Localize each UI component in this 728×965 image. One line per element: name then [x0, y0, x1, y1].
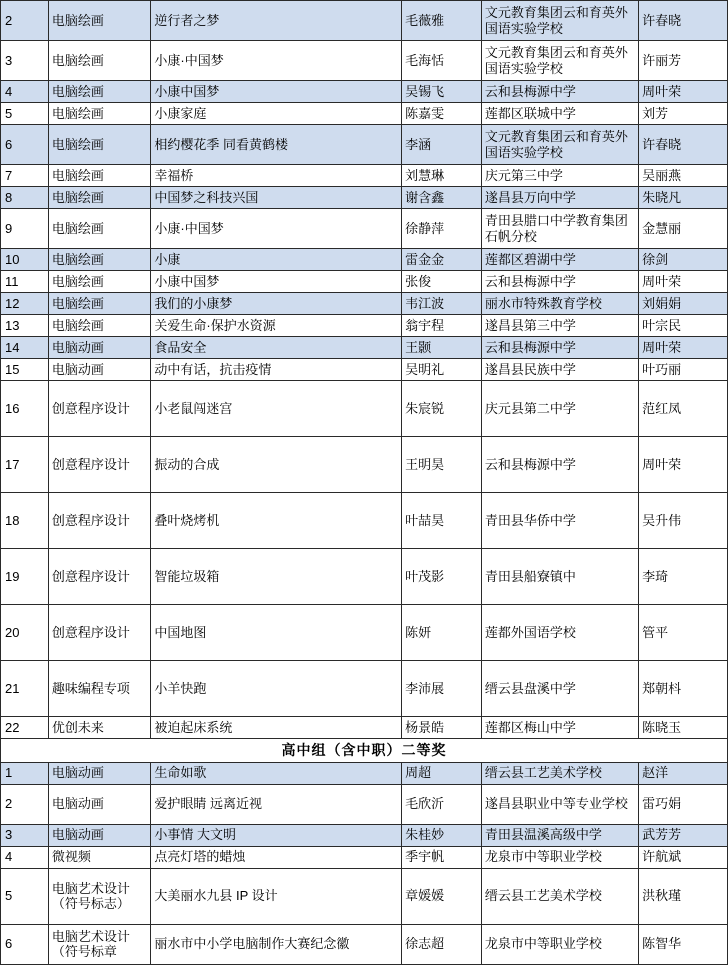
row-school: 遂昌县职业中等专业学校 — [481, 784, 638, 824]
table-row — [1, 337, 728, 359]
row-work-title: 小老鼠闯迷宫 — [151, 381, 402, 437]
row-teacher: 许春晓 — [639, 1, 728, 41]
row-work-title: 丽水市中小学电脑制作大赛纪念徽 — [151, 924, 402, 964]
row-teacher: 徐剑 — [639, 249, 728, 271]
row-work-title: 小康 — [151, 249, 402, 271]
row-teacher: 管平 — [639, 605, 728, 661]
row-teacher: 吴丽燕 — [639, 165, 728, 187]
row-teacher: 朱晓凡 — [639, 187, 728, 209]
table-row — [1, 717, 728, 739]
table-row — [1, 249, 728, 271]
row-author: 王明昊 — [402, 437, 482, 493]
row-category: 电脑绘画 — [48, 81, 151, 103]
row-school: 遂昌县民族中学 — [481, 359, 638, 381]
row-number: 3 — [1, 824, 49, 846]
row-author: 章媛媛 — [402, 868, 482, 924]
row-work-title: 点亮灯塔的蜡烛 — [151, 846, 402, 868]
row-number: 17 — [1, 437, 49, 493]
table-row — [1, 103, 728, 125]
table-row — [1, 187, 728, 209]
row-work-title: 小康中国梦 — [151, 271, 402, 293]
row-teacher: 许航斌 — [639, 846, 728, 868]
row-work-title: 逆行者之梦 — [151, 1, 402, 41]
row-number: 5 — [1, 868, 49, 924]
row-category: 创意程序设计 — [48, 549, 151, 605]
row-category: 电脑艺术设计（符号标章 — [48, 924, 151, 964]
row-category: 创意程序设计 — [48, 381, 151, 437]
row-school: 莲都区碧湖中学 — [481, 249, 638, 271]
row-teacher: 雷巧娟 — [639, 784, 728, 824]
table-row — [1, 293, 728, 315]
row-category: 电脑绘画 — [48, 41, 151, 81]
row-category: 电脑绘画 — [48, 165, 151, 187]
table-row — [1, 209, 728, 249]
row-teacher: 周叶荣 — [639, 271, 728, 293]
table-row — [1, 661, 728, 717]
row-school: 青田县温溪高级中学 — [481, 824, 638, 846]
row-number: 1 — [1, 762, 49, 784]
row-work-title: 智能垃圾箱 — [151, 549, 402, 605]
row-school: 文元教育集团云和育英外国语实验学校 — [481, 1, 638, 41]
table-row — [1, 315, 728, 337]
row-school: 丽水市特殊教育学校 — [481, 293, 638, 315]
row-school: 青田县船寮镇中 — [481, 549, 638, 605]
row-work-title: 幸福桥 — [151, 165, 402, 187]
row-teacher: 金慧丽 — [639, 209, 728, 249]
row-author: 毛薇雅 — [402, 1, 482, 41]
row-number: 12 — [1, 293, 49, 315]
row-work-title: 振动的合成 — [151, 437, 402, 493]
row-category: 电脑艺术设计（符号标志） — [48, 868, 151, 924]
row-author: 张俊 — [402, 271, 482, 293]
row-school: 文元教育集团云和育英外国语实验学校 — [481, 125, 638, 165]
row-number: 2 — [1, 784, 49, 824]
row-school: 缙云县工艺美术学校 — [481, 762, 638, 784]
row-category: 电脑动画 — [48, 359, 151, 381]
row-work-title: 生命如歌 — [151, 762, 402, 784]
row-category: 电脑绘画 — [48, 209, 151, 249]
row-school: 莲都区梅山中学 — [481, 717, 638, 739]
row-category: 电脑绘画 — [48, 1, 151, 41]
row-school: 缙云县工艺美术学校 — [481, 868, 638, 924]
row-school: 龙泉市中等职业学校 — [481, 846, 638, 868]
table-row — [1, 437, 728, 493]
row-teacher: 许春晓 — [639, 125, 728, 165]
row-number: 9 — [1, 209, 49, 249]
row-teacher: 刘娟娟 — [639, 293, 728, 315]
row-work-title: 相约樱花季 同看黄鹤楼 — [151, 125, 402, 165]
row-category: 微视频 — [48, 846, 151, 868]
table-row — [1, 125, 728, 165]
row-number: 16 — [1, 381, 49, 437]
row-work-title: 小康家庭 — [151, 103, 402, 125]
row-number: 2 — [1, 1, 49, 41]
row-category: 电脑绘画 — [48, 315, 151, 337]
row-author: 杨景皓 — [402, 717, 482, 739]
row-school: 庆元第三中学 — [481, 165, 638, 187]
row-work-title: 中国梦之科技兴国 — [151, 187, 402, 209]
row-teacher: 周叶荣 — [639, 337, 728, 359]
row-author: 毛海恬 — [402, 41, 482, 81]
row-category: 创意程序设计 — [48, 605, 151, 661]
row-teacher: 武芳芳 — [639, 824, 728, 846]
row-number: 10 — [1, 249, 49, 271]
row-number: 11 — [1, 271, 49, 293]
row-author: 刘慧琳 — [402, 165, 482, 187]
row-school: 缙云县盘溪中学 — [481, 661, 638, 717]
row-number: 21 — [1, 661, 49, 717]
row-author: 徐静萍 — [402, 209, 482, 249]
row-number: 22 — [1, 717, 49, 739]
table-row — [1, 846, 728, 868]
row-author: 陈妍 — [402, 605, 482, 661]
table-row — [1, 81, 728, 103]
table-row — [1, 924, 728, 964]
row-work-title: 小羊快跑 — [151, 661, 402, 717]
row-number: 5 — [1, 103, 49, 125]
row-school: 龙泉市中等职业学校 — [481, 924, 638, 964]
row-teacher: 周叶荣 — [639, 81, 728, 103]
row-author: 翁宇程 — [402, 315, 482, 337]
row-category: 电脑绘画 — [48, 249, 151, 271]
row-author: 韦江波 — [402, 293, 482, 315]
row-teacher: 范红凤 — [639, 381, 728, 437]
row-teacher: 李琦 — [639, 549, 728, 605]
table-row — [1, 784, 728, 824]
row-work-title: 食品安全 — [151, 337, 402, 359]
award-list-body — [1, 1, 728, 965]
row-teacher: 陈晓玉 — [639, 717, 728, 739]
row-category: 趣味编程专项 — [48, 661, 151, 717]
row-number: 4 — [1, 846, 49, 868]
row-work-title: 小康中国梦 — [151, 81, 402, 103]
row-work-title: 小康·中国梦 — [151, 209, 402, 249]
row-school: 莲都外国语学校 — [481, 605, 638, 661]
row-work-title: 叠叶烧烤机 — [151, 493, 402, 549]
row-school: 云和县梅源中学 — [481, 337, 638, 359]
table-row — [1, 824, 728, 846]
row-number: 4 — [1, 81, 49, 103]
row-category: 电脑绘画 — [48, 187, 151, 209]
table-row — [1, 41, 728, 81]
row-author: 李沛展 — [402, 661, 482, 717]
row-number: 20 — [1, 605, 49, 661]
table-row — [1, 762, 728, 784]
row-school: 青田县华侨中学 — [481, 493, 638, 549]
row-teacher: 叶巧丽 — [639, 359, 728, 381]
row-category: 创意程序设计 — [48, 493, 151, 549]
row-author: 叶茂影 — [402, 549, 482, 605]
table-row — [1, 271, 728, 293]
row-author: 吴明礼 — [402, 359, 482, 381]
row-number: 13 — [1, 315, 49, 337]
row-author: 朱宸锐 — [402, 381, 482, 437]
row-work-title: 我们的小康梦 — [151, 293, 402, 315]
row-work-title: 动中有话，抗击疫情 — [151, 359, 402, 381]
table-row — [1, 549, 728, 605]
row-work-title: 爱护眼睛 远离近视 — [151, 784, 402, 824]
section-header-row — [1, 739, 728, 763]
row-school: 云和县梅源中学 — [481, 271, 638, 293]
row-teacher: 许丽芳 — [639, 41, 728, 81]
row-work-title: 大美丽水九县 IP 设计 — [151, 868, 402, 924]
row-teacher: 郑朝枓 — [639, 661, 728, 717]
row-number: 7 — [1, 165, 49, 187]
row-author: 雷金金 — [402, 249, 482, 271]
row-category: 电脑动画 — [48, 337, 151, 359]
row-category: 电脑绘画 — [48, 103, 151, 125]
row-teacher: 叶宗民 — [639, 315, 728, 337]
row-work-title: 小事情 大文明 — [151, 824, 402, 846]
row-author: 陈嘉雯 — [402, 103, 482, 125]
row-school: 云和县梅源中学 — [481, 437, 638, 493]
row-work-title: 中国地图 — [151, 605, 402, 661]
row-number: 15 — [1, 359, 49, 381]
row-teacher: 洪秋瑾 — [639, 868, 728, 924]
row-school: 青田县腊口中学教育集团石帆分校 — [481, 209, 638, 249]
row-category: 电脑动画 — [48, 784, 151, 824]
row-author: 朱桂妙 — [402, 824, 482, 846]
row-category: 电脑绘画 — [48, 125, 151, 165]
row-school: 遂昌县万向中学 — [481, 187, 638, 209]
row-school: 莲都区联城中学 — [481, 103, 638, 125]
row-number: 6 — [1, 125, 49, 165]
table-row — [1, 381, 728, 437]
row-teacher: 周叶荣 — [639, 437, 728, 493]
row-number: 3 — [1, 41, 49, 81]
table-row — [1, 868, 728, 924]
row-school: 遂昌县第三中学 — [481, 315, 638, 337]
row-author: 吴锡飞 — [402, 81, 482, 103]
row-teacher: 陈智华 — [639, 924, 728, 964]
table-row — [1, 359, 728, 381]
row-teacher: 赵洋 — [639, 762, 728, 784]
table-row — [1, 165, 728, 187]
row-school: 云和县梅源中学 — [481, 81, 638, 103]
row-work-title: 小康·中国梦 — [151, 41, 402, 81]
section-title: 高中组（含中职）二等奖 — [1, 739, 728, 763]
row-number: 6 — [1, 924, 49, 964]
row-category: 电脑动画 — [48, 762, 151, 784]
row-teacher: 吴升伟 — [639, 493, 728, 549]
row-category: 优创未来 — [48, 717, 151, 739]
row-work-title: 关爱生命·保护水资源 — [151, 315, 402, 337]
row-category: 电脑动画 — [48, 824, 151, 846]
row-category: 电脑绘画 — [48, 271, 151, 293]
row-number: 8 — [1, 187, 49, 209]
row-author: 徐志超 — [402, 924, 482, 964]
row-school: 庆元县第二中学 — [481, 381, 638, 437]
table-row — [1, 605, 728, 661]
row-number: 14 — [1, 337, 49, 359]
row-author: 李涵 — [402, 125, 482, 165]
table-row — [1, 493, 728, 549]
row-number: 19 — [1, 549, 49, 605]
row-work-title: 被迫起床系统 — [151, 717, 402, 739]
row-author: 周超 — [402, 762, 482, 784]
row-school: 文元教育集团云和育英外国语实验学校 — [481, 41, 638, 81]
row-category: 电脑绘画 — [48, 293, 151, 315]
row-author: 季宇帆 — [402, 846, 482, 868]
row-teacher: 刘芳 — [639, 103, 728, 125]
table-row — [1, 1, 728, 41]
row-author: 叶喆昊 — [402, 493, 482, 549]
row-category: 创意程序设计 — [48, 437, 151, 493]
row-number: 18 — [1, 493, 49, 549]
row-author: 谢含鑫 — [402, 187, 482, 209]
row-author: 王颢 — [402, 337, 482, 359]
row-author: 毛欣沂 — [402, 784, 482, 824]
